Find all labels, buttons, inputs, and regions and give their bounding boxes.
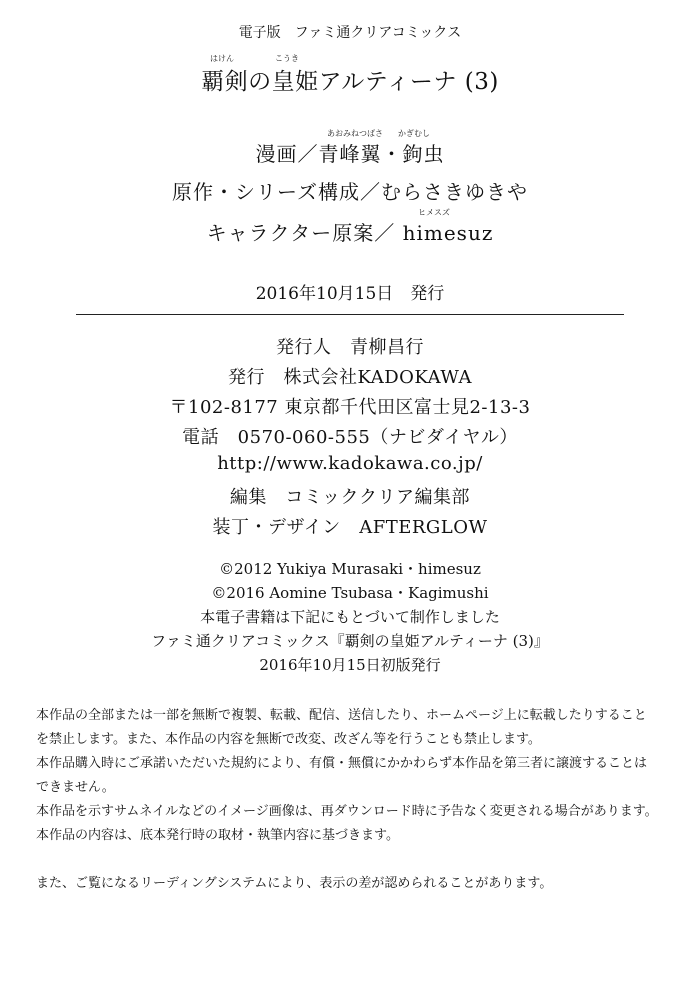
source-edition: ファミ通クリアコミックス『覇剣の皇姫アルティーナ (3)』 xyxy=(151,632,549,650)
notice-spacer xyxy=(36,848,676,872)
notice-line: 本作品の全部または一部を無断で複製、転載、配信、送信したり、ホームページ上に転載したりすること xyxy=(36,708,647,723)
copyright-line-2: ©2016 Aomine Tsubasa・Kagimushi xyxy=(211,584,489,602)
first-edition-date: 2016年10月15日初版発行 xyxy=(259,656,441,674)
copyright-line-1: ©2012 Yukiya Murasaki・himesuz xyxy=(219,560,481,578)
publisher-company: 発行 株式会社KADOKAWA xyxy=(228,367,472,388)
notice-line: 本作品の内容は、底本発行時の取材・執筆内容に基づきます。 xyxy=(36,828,399,843)
publisher-address: 〒102-8177 東京都千代田区富士見2-13-3 xyxy=(169,397,531,418)
manga-ruby-author1: あおみねつばさ xyxy=(327,129,383,138)
editorial-dept: 編集 コミッククリア編集部 xyxy=(229,487,471,508)
notice-line: できません。 xyxy=(36,780,115,795)
notice-line: を禁止します。また、本作品の内容を無断で改変、改ざん等を行うことも禁止します。 xyxy=(36,732,541,747)
notice-line: また、ご覧になるリーディングシステムにより、表示の差が認められることがあります。 xyxy=(36,876,553,891)
publisher-person: 発行人 青柳昌行 xyxy=(276,337,424,358)
notice-block xyxy=(36,704,676,896)
credit-character: キャラクター原案／ himesuz xyxy=(206,221,494,245)
manga-ruby-author2: かぎむし xyxy=(398,129,430,138)
credit-manga: 漫画／青峰翼・鉤虫 xyxy=(255,142,445,166)
book-title: 覇剣の皇姫アルティーナ (3) xyxy=(201,69,499,95)
section-divider xyxy=(76,314,624,315)
notice-line: 本作品を示すサムネイルなどのイメージ画像は、再ダウンロード時に予告なく変更される場合があります。 xyxy=(36,804,658,819)
release-date: 2016年10月15日 発行 xyxy=(255,284,445,304)
notice-line: 本作品購入時にご承諾いただいた規約により、有償・無償にかかわらず本作品を第三者に譲渡することは xyxy=(36,756,648,771)
publisher-url: http://www.kadokawa.co.jp/ xyxy=(217,453,483,474)
edition-label: 電子版 ファミ通クリアコミックス xyxy=(238,25,462,41)
design-credit: 装丁・デザイン AFTERGLOW xyxy=(212,517,488,538)
credit-original: 原作・シリーズ構成／むらさきゆきや xyxy=(172,180,528,204)
ebook-basis-note: 本電子書籍は下記にもとづいて制作しました xyxy=(200,608,500,626)
character-ruby: ヒメスズ xyxy=(418,208,450,217)
title-ruby-kouki: こうき xyxy=(275,54,299,63)
title-ruby-haken: はけん xyxy=(210,54,234,63)
publisher-phone: 電話 0570-060-555（ナビダイヤル） xyxy=(182,427,518,448)
